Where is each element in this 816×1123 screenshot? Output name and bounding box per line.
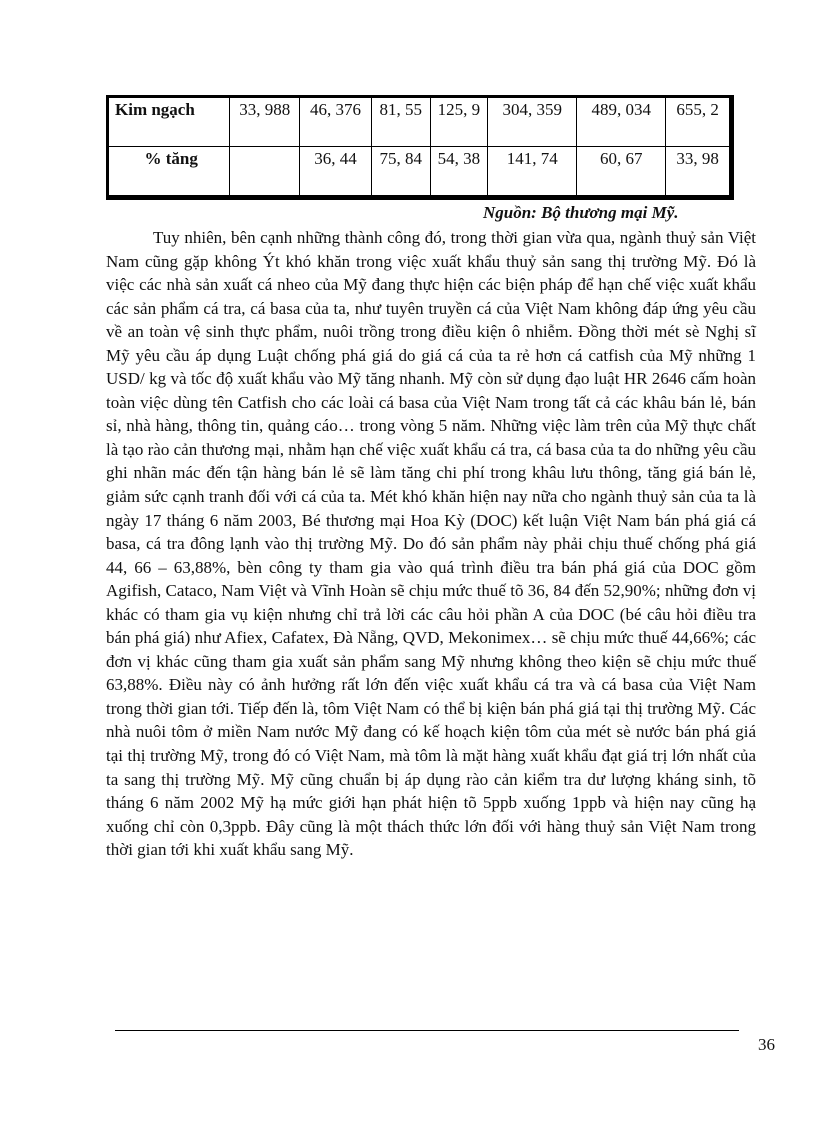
table-row: [109, 147, 730, 196]
table-cell: [230, 147, 300, 196]
table-cell: 81, 55: [371, 98, 430, 147]
table-cell: 125, 9: [430, 98, 488, 147]
table-cell: 33, 988: [230, 98, 300, 147]
table-source-note: Nguồn: Bộ thương mại Mỹ.: [483, 203, 679, 222]
table-cell: 60, 67: [577, 147, 666, 196]
table-cell: 54, 38: [430, 147, 488, 196]
table-cell: 75, 84: [371, 147, 430, 196]
export-table: [106, 95, 734, 200]
row-header: % tăng: [109, 147, 230, 196]
table-cell: 46, 376: [300, 98, 372, 147]
page-number: 36: [758, 1035, 775, 1054]
export-table-grid: [108, 97, 730, 196]
body-text: [106, 226, 756, 862]
row-header: Kim ngạch: [109, 98, 230, 147]
body-paragraph: Tuy nhiên, bên cạnh những thành công đó, trong thời gian vừa qua, ngành thuỷ sản Việt Nam cũng gặp không Ýt khó khăn trong việc xuất khẩu thuỷ sản sang thị trường Mỹ. Đó là việc các nhà sản xuất cá nheo của Mỹ đang thực hiện các biện pháp để hạn chế việc xuất khẩu các sản phẩm cá tra, cá basa của ta, như tuyên truyền cá của Việt Nam không đáp ứng yêu cầu về an toàn vệ sinh thực phẩm, nuôi trồng trong điều kiện ô nhiễm. Đồng thời mét sè Nghị sĩ Mỹ yêu cầu áp dụng Luật chống phá giá do giá cá của ta rẻ hơn cá catfish của Mỹ những 1 USD/ kg và tốc độ xuất khẩu vào Mỹ tăng nhanh. Mỹ còn sử dụng đạo luật HR 2646 cấm hoàn toàn việc dùng tên Catfish cho các loài cá basa của Việt Nam trong tất cả các khâu bán lẻ, bán sỉ, nhà hàng, thông tin, quảng cáo… trong vòng 5 năm. Những việc làm trên của Mỹ thực chất là tạo rào cản thương mại, nhằm hạn chế việc xuất khẩu cá tra, cá basa của ta do những yêu cầu ghi nhãn mác đến tận hàng bán lẻ sẽ làm tăng chi phí trong khâu lưu thông, tăng giá bán lẻ, giảm sức cạnh tranh đối với cá của ta. Mét khó khăn hiện nay nữa cho ngành thuỷ sản của ta là ngày 17 tháng 6 năm 2003, Bé thương mại Hoa Kỳ (DOC) kết luận Việt Nam bán phá giá cá basa, cá tra đông lạnh vào thị trường Mỹ. Do đó sản phẩm này phải chịu thuế chống phá giá 44, 66 – 63,88%, bèn công ty tham gia vào quá trình điều tra bán phá giá của DOC gồm Agifish, Cataco, Nam Việt và Vĩnh Hoàn sẽ chịu mức thuế tõ 36, 84 đến 52,90%; những đơn vị khác có tham gia vụ kiện nhưng chỉ trả lời các câu hỏi phần A của DOC (bé câu hỏi điều tra bán phá giá) như Afiex, Cafatex, Đà Nẵng, QVD, Mekonimex… sẽ chịu mức thuế 44,66%; các đơn vị khác cũng tham gia xuất sản phẩm sang Mỹ nhưng không theo kiện sẽ chịu mức thuế 63,88%. Điều này có ảnh hưởng rất lớn đến việc xuất khẩu cá tra và cá basa của Việt Nam trong thời gian tới. Tiếp đến là, tôm Việt Nam có thể bị kiện bán phá giá tại thị trường Mỹ. Các nhà nuôi tôm ở miền Nam nước Mỹ đang có kế hoạch kiện tôm của mét sè nước bán phá giá tại thị trường Mỹ, trong đó có Việt Nam, mà tôm là mặt hàng xuất khẩu đạt giá trị lớn nhất của ta sang thị trường Mỹ. Mỹ cũng chuẩn bị áp dụng rào cản kiểm tra dư lượng kháng sinh, tõ tháng 6 năm 2002 Mỹ hạ mức giới hạn phát hiện tõ 5ppb xuống 1ppb và hiện nay cũng hạ xuống chỉ còn 0,3ppb. Đây cũng là một thách thức lớn đối với hàng thuỷ sản Việt Nam trong thời gian tới khi xuất khẩu sang Mỹ.: [106, 228, 756, 860]
table-cell: 33, 98: [666, 147, 730, 196]
table-cell: 655, 2: [666, 98, 730, 147]
table-cell: 489, 034: [577, 98, 666, 147]
footer-divider: [115, 1030, 739, 1031]
table-cell: 141, 74: [488, 147, 577, 196]
table-cell: 304, 359: [488, 98, 577, 147]
table-cell: 36, 44: [300, 147, 372, 196]
table-row: [109, 98, 730, 147]
